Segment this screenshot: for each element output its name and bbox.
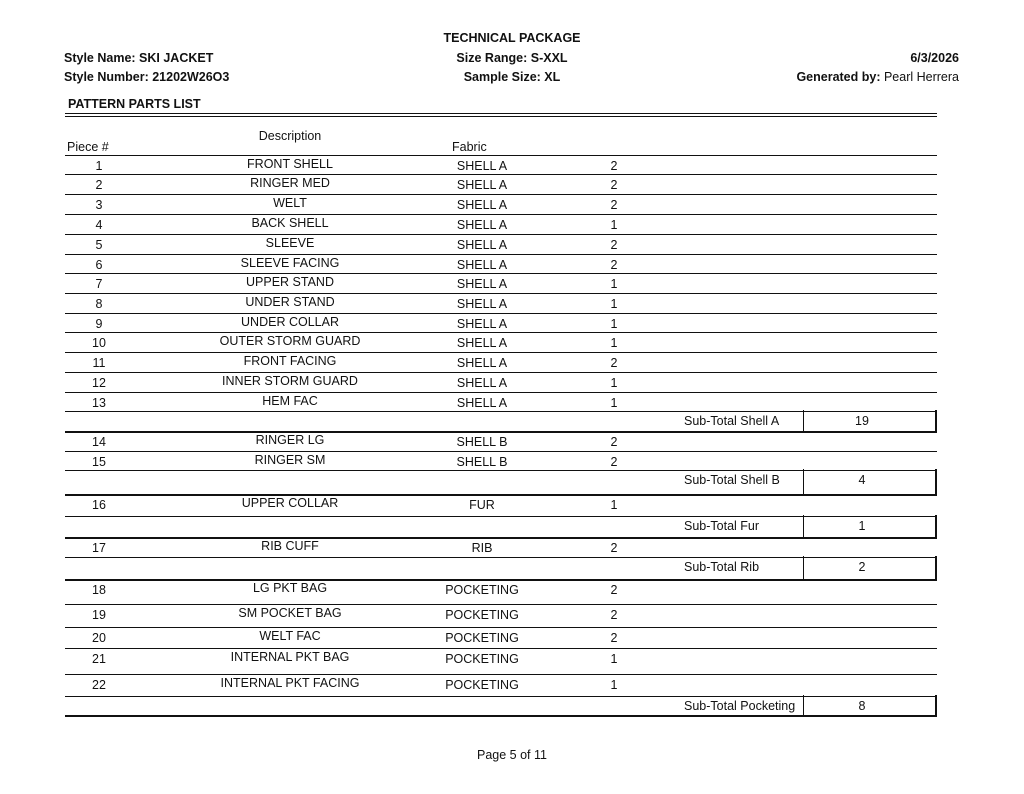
subtotal-rule	[65, 494, 937, 496]
fabric-name: SHELL A	[456, 297, 508, 311]
table-rule	[65, 516, 937, 517]
part-description: SM POCKET BAG	[238, 606, 342, 620]
fabric-name: POCKETING	[445, 583, 519, 597]
subtotal-rule	[65, 715, 937, 717]
piece-number: 19	[92, 608, 106, 622]
piece-number: 20	[92, 631, 106, 645]
part-description: UPPER STAND	[246, 275, 334, 289]
table-rule	[65, 254, 937, 255]
table-rule	[65, 214, 937, 215]
piece-number: 17	[92, 541, 106, 555]
fabric-name: SHELL A	[456, 336, 508, 350]
table-rule	[65, 234, 937, 235]
quantity: 1	[610, 376, 618, 390]
size-range: Size Range: S-XXL	[456, 51, 568, 65]
section-title: PATTERN PARTS LIST	[68, 97, 201, 111]
piece-number: 1	[95, 159, 103, 173]
subtotal-label: Sub-Total Pocketing	[684, 699, 796, 713]
part-description: RINGER LG	[255, 433, 325, 447]
fabric-name: SHELL B	[456, 435, 508, 449]
part-description: LG PKT BAG	[252, 581, 328, 595]
quantity: 2	[610, 258, 618, 272]
fabric-name: POCKETING	[445, 678, 519, 692]
subtotal-label: Sub-Total Shell B	[684, 473, 780, 487]
piece-number: 11	[92, 356, 106, 370]
subtotal-label: Sub-Total Shell A	[684, 414, 780, 428]
part-description: RINGER MED	[250, 176, 330, 190]
quantity: 1	[610, 277, 618, 291]
fabric-name: SHELL B	[456, 455, 508, 469]
subtotal-rule	[65, 537, 937, 539]
part-description: FRONT SHELL	[247, 157, 333, 171]
table-rule	[65, 174, 937, 175]
part-description: RIB CUFF	[261, 539, 319, 553]
piece-number: 14	[92, 435, 106, 449]
table-rule	[65, 627, 937, 628]
subtotal-divider	[803, 556, 804, 579]
part-description: OUTER STORM GUARD	[219, 334, 361, 348]
fabric-name: SHELL A	[456, 218, 508, 232]
style-name: Style Name: SKI JACKET	[64, 51, 214, 65]
table-rule	[65, 696, 937, 697]
fabric-name: POCKETING	[445, 631, 519, 645]
section-rule-bottom	[65, 116, 937, 117]
column-header-description: Description	[258, 129, 322, 143]
quantity: 1	[610, 336, 618, 350]
subtotal-right-border	[935, 469, 937, 494]
piece-number: 21	[92, 652, 106, 666]
fabric-name: SHELL A	[456, 396, 508, 410]
table-rule	[65, 293, 937, 294]
generated-by-label: Generated by:	[796, 70, 881, 84]
piece-number: 4	[95, 218, 103, 232]
fabric-name: SHELL A	[456, 277, 508, 291]
table-rule	[65, 155, 937, 156]
fabric-name: SHELL A	[456, 238, 508, 252]
table-rule	[65, 372, 937, 373]
piece-number: 18	[92, 583, 106, 597]
part-description: INNER STORM GUARD	[222, 374, 358, 388]
piece-number: 2	[95, 178, 103, 192]
piece-number: 7	[95, 277, 103, 291]
part-description: WELT	[273, 196, 307, 210]
subtotal-rule	[65, 431, 937, 433]
generated-by	[796, 70, 959, 84]
subtotal-right-border	[935, 556, 937, 579]
column-header-piece: Piece #	[67, 140, 109, 154]
page-number: Page 5 of 11	[477, 748, 547, 762]
style-number: Style Number: 21202W26O3	[64, 70, 230, 84]
piece-number: 5	[95, 238, 103, 252]
subtotal-divider	[803, 469, 804, 494]
table-rule	[65, 604, 937, 605]
fabric-name: SHELL A	[456, 317, 508, 331]
part-description: UNDER COLLAR	[241, 315, 339, 329]
subtotal-value: 2	[858, 560, 866, 574]
fabric-name: SHELL A	[456, 198, 508, 212]
subtotal-right-border	[935, 695, 937, 715]
fabric-name: SHELL A	[456, 178, 508, 192]
table-rule	[65, 194, 937, 195]
fabric-name: POCKETING	[445, 652, 519, 666]
part-description: INTERNAL PKT FACING	[220, 676, 360, 690]
quantity: 1	[610, 297, 618, 311]
quantity: 2	[610, 356, 618, 370]
part-description: HEM FAC	[262, 394, 318, 408]
subtotal-divider	[803, 695, 804, 715]
table-rule	[65, 557, 937, 558]
quantity: 2	[610, 541, 618, 555]
table-rule	[65, 273, 937, 274]
part-description: SLEEVE FACING	[240, 256, 340, 270]
quantity: 1	[610, 678, 618, 692]
quantity: 1	[610, 498, 618, 512]
quantity: 2	[610, 608, 618, 622]
section-rule-top	[65, 113, 937, 114]
piece-number: 15	[92, 455, 106, 469]
quantity: 2	[610, 435, 618, 449]
table-rule	[65, 332, 937, 333]
subtotal-label: Sub-Total Rib	[684, 560, 760, 574]
piece-number: 13	[92, 396, 106, 410]
document-title: TECHNICAL PACKAGE	[443, 31, 581, 45]
piece-number: 22	[92, 678, 106, 692]
quantity: 2	[610, 631, 618, 645]
part-description: FRONT FACING	[243, 354, 337, 368]
quantity: 2	[610, 455, 618, 469]
piece-number: 12	[92, 376, 106, 390]
table-rule	[65, 352, 937, 353]
piece-number: 9	[95, 317, 103, 331]
subtotal-label: Sub-Total Fur	[684, 519, 760, 533]
part-description: SLEEVE	[265, 236, 315, 250]
fabric-name: SHELL A	[456, 356, 508, 370]
quantity: 2	[610, 198, 618, 212]
table-rule	[65, 392, 937, 393]
part-description: BACK SHELL	[251, 216, 329, 230]
subtotal-divider	[803, 515, 804, 537]
table-rule	[65, 674, 937, 675]
table-rule	[65, 648, 937, 649]
piece-number: 10	[92, 336, 106, 350]
subtotal-value: 8	[858, 699, 866, 713]
piece-number: 3	[95, 198, 103, 212]
quantity: 1	[610, 396, 618, 410]
fabric-name: RIB	[471, 541, 493, 555]
column-header-fabric: Fabric	[452, 140, 487, 154]
quantity: 1	[610, 218, 618, 232]
quantity: 1	[610, 652, 618, 666]
generated-by-name: Pearl Herrera	[880, 70, 959, 84]
part-description: WELT FAC	[259, 629, 321, 643]
report-date: 6/3/2026	[910, 51, 959, 65]
quantity: 2	[610, 238, 618, 252]
table-rule	[65, 313, 937, 314]
piece-number: 6	[95, 258, 103, 272]
subtotal-right-border	[935, 410, 937, 431]
table-rule	[65, 411, 937, 412]
piece-number: 16	[92, 498, 106, 512]
fabric-name: SHELL A	[456, 159, 508, 173]
subtotal-value: 19	[855, 414, 869, 428]
fabric-name: SHELL A	[456, 376, 508, 390]
fabric-name: SHELL A	[456, 258, 508, 272]
sample-size: Sample Size: XL	[463, 70, 561, 84]
part-description: INTERNAL PKT BAG	[230, 650, 350, 664]
quantity: 1	[610, 317, 618, 331]
table-rule	[65, 451, 937, 452]
part-description: RINGER SM	[254, 453, 326, 467]
subtotal-value: 4	[858, 473, 866, 487]
table-rule	[65, 470, 937, 471]
subtotal-value: 1	[858, 519, 866, 533]
quantity: 2	[610, 583, 618, 597]
subtotal-right-border	[935, 515, 937, 537]
subtotal-divider	[803, 410, 804, 431]
fabric-name: FUR	[469, 498, 495, 512]
fabric-name: POCKETING	[445, 608, 519, 622]
piece-number: 8	[95, 297, 103, 311]
quantity: 2	[610, 159, 618, 173]
subtotal-rule	[65, 579, 937, 581]
part-description: UPPER COLLAR	[241, 496, 339, 510]
part-description: UNDER STAND	[245, 295, 335, 309]
quantity: 2	[610, 178, 618, 192]
